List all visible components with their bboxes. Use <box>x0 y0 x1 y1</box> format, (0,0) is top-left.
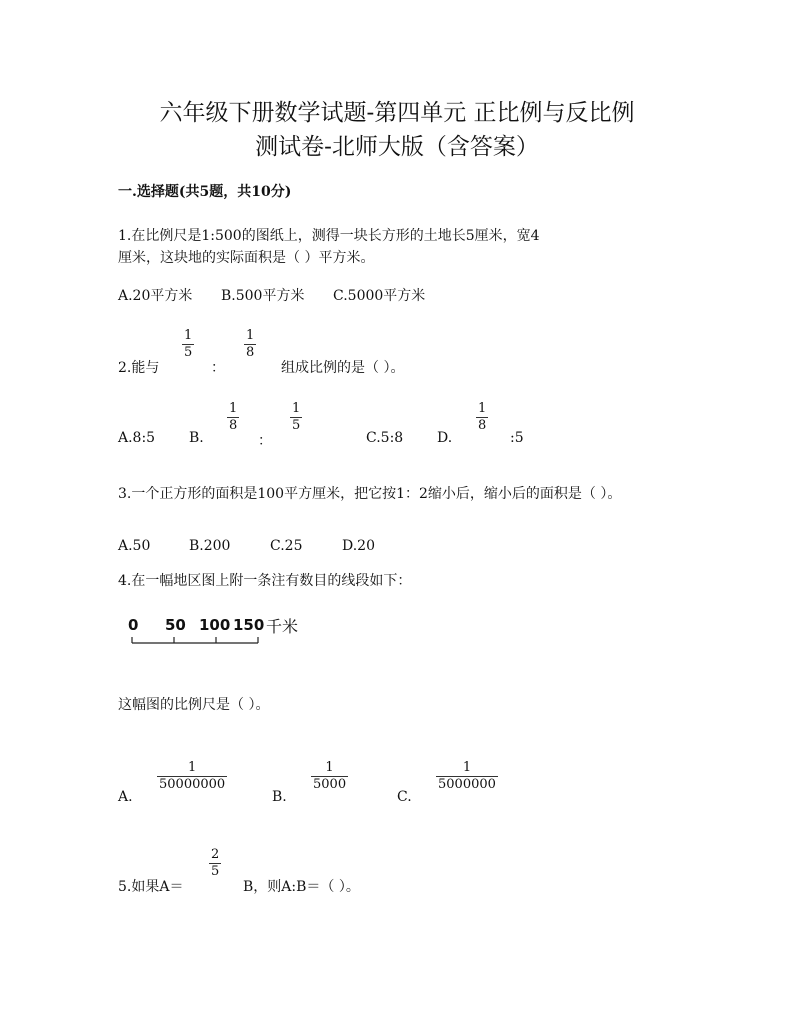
fraction-denominator: 5000000 <box>438 777 496 792</box>
q2-option-d-tail: :5 <box>510 430 524 446</box>
q2-colon: ： <box>211 360 225 376</box>
q2-option-d: D. <box>437 430 453 446</box>
q2-prefix: 2.能与 <box>118 360 160 376</box>
fraction-numerator: 1 <box>184 328 193 343</box>
q2-option-b-colon: ： <box>258 433 272 449</box>
fraction-denominator: 8 <box>246 345 255 360</box>
q2-option-b-fraction-1 <box>227 402 239 433</box>
scale-label-50: 50 <box>165 616 186 634</box>
fraction-numerator: 2 <box>211 847 220 862</box>
page-title-line2: 测试卷-北师大版（含答案） <box>255 134 539 160</box>
fraction-denominator: 5 <box>184 345 193 360</box>
q4-option-b: B. <box>272 789 287 805</box>
q1-text-line1: 1.在比例尺是1:500的图纸上，测得一块长方形的土地长5厘米，宽4 <box>118 228 540 244</box>
q4-option-a-fraction <box>157 761 227 792</box>
fraction-denominator: 50000000 <box>159 777 226 792</box>
q1-option-a: A.20平方米 <box>118 288 193 304</box>
fraction-denominator: 5000 <box>313 777 347 792</box>
q5-fraction <box>209 848 221 879</box>
q4-option-c-fraction <box>436 761 498 792</box>
q2-option-d-fraction <box>476 402 488 433</box>
q3-text: 3.一个正方形的面积是100平方厘米，把它按1：2缩小后，缩小后的面积是（ ）。 <box>118 486 622 502</box>
q4-option-c: C. <box>397 789 412 805</box>
scale-label-0: 0 <box>128 616 139 634</box>
fraction-numerator: 1 <box>292 401 301 416</box>
q4-option-a: A. <box>118 789 133 805</box>
q2-suffix: 组成比例的是（ ）。 <box>281 360 405 376</box>
q2-option-b-fraction-2 <box>290 402 302 433</box>
page-title-line1: 六年级下册数学试题-第四单元 正比例与反比例 <box>159 100 635 126</box>
scale-label-100: 100 <box>199 616 231 634</box>
q1-option-c: C.5000平方米 <box>333 288 426 304</box>
q2-fraction-1 <box>182 329 194 360</box>
fraction-numerator: 1 <box>187 760 197 775</box>
fraction-denominator: 8 <box>478 418 487 433</box>
q2-option-b: B. <box>189 430 204 446</box>
scale-bar-line <box>128 634 263 646</box>
fraction-numerator: 1 <box>478 401 487 416</box>
fraction-numerator: 1 <box>462 760 472 775</box>
q3-option-c: C.25 <box>270 538 303 554</box>
q1-text-line2: 厘米，这块地的实际面积是（ ）平方米。 <box>118 250 375 266</box>
q5-suffix: B，则A:B＝（ ）。 <box>243 879 360 895</box>
q3-option-b: B.200 <box>189 538 231 554</box>
section-heading: 一.选择题(共5题，共10分) <box>118 184 292 200</box>
q4-question: 这幅图的比例尺是（ ）。 <box>118 697 270 713</box>
q2-option-a: A.8:5 <box>118 430 156 446</box>
q4-option-b-fraction <box>311 761 348 792</box>
fraction-numerator: 1 <box>246 328 255 343</box>
fraction-numerator: 1 <box>325 760 334 775</box>
q4-text: 4.在一幅地区图上附一条注有数目的线段如下： <box>118 573 412 589</box>
fraction-denominator: 5 <box>211 864 220 879</box>
q1-option-b: B.500平方米 <box>221 288 305 304</box>
fraction-denominator: 5 <box>292 418 301 433</box>
fraction-numerator: 1 <box>229 401 238 416</box>
q3-option-d: D.20 <box>342 538 375 554</box>
q2-fraction-2 <box>244 329 256 360</box>
q2-option-c: C.5:8 <box>366 430 404 446</box>
q5-prefix: 5.如果A＝ <box>118 879 184 895</box>
scale-label-150: 150 <box>233 616 265 634</box>
q3-option-a: A.50 <box>118 538 151 554</box>
scale-unit: 千米 <box>266 617 299 636</box>
fraction-denominator: 8 <box>229 418 238 433</box>
